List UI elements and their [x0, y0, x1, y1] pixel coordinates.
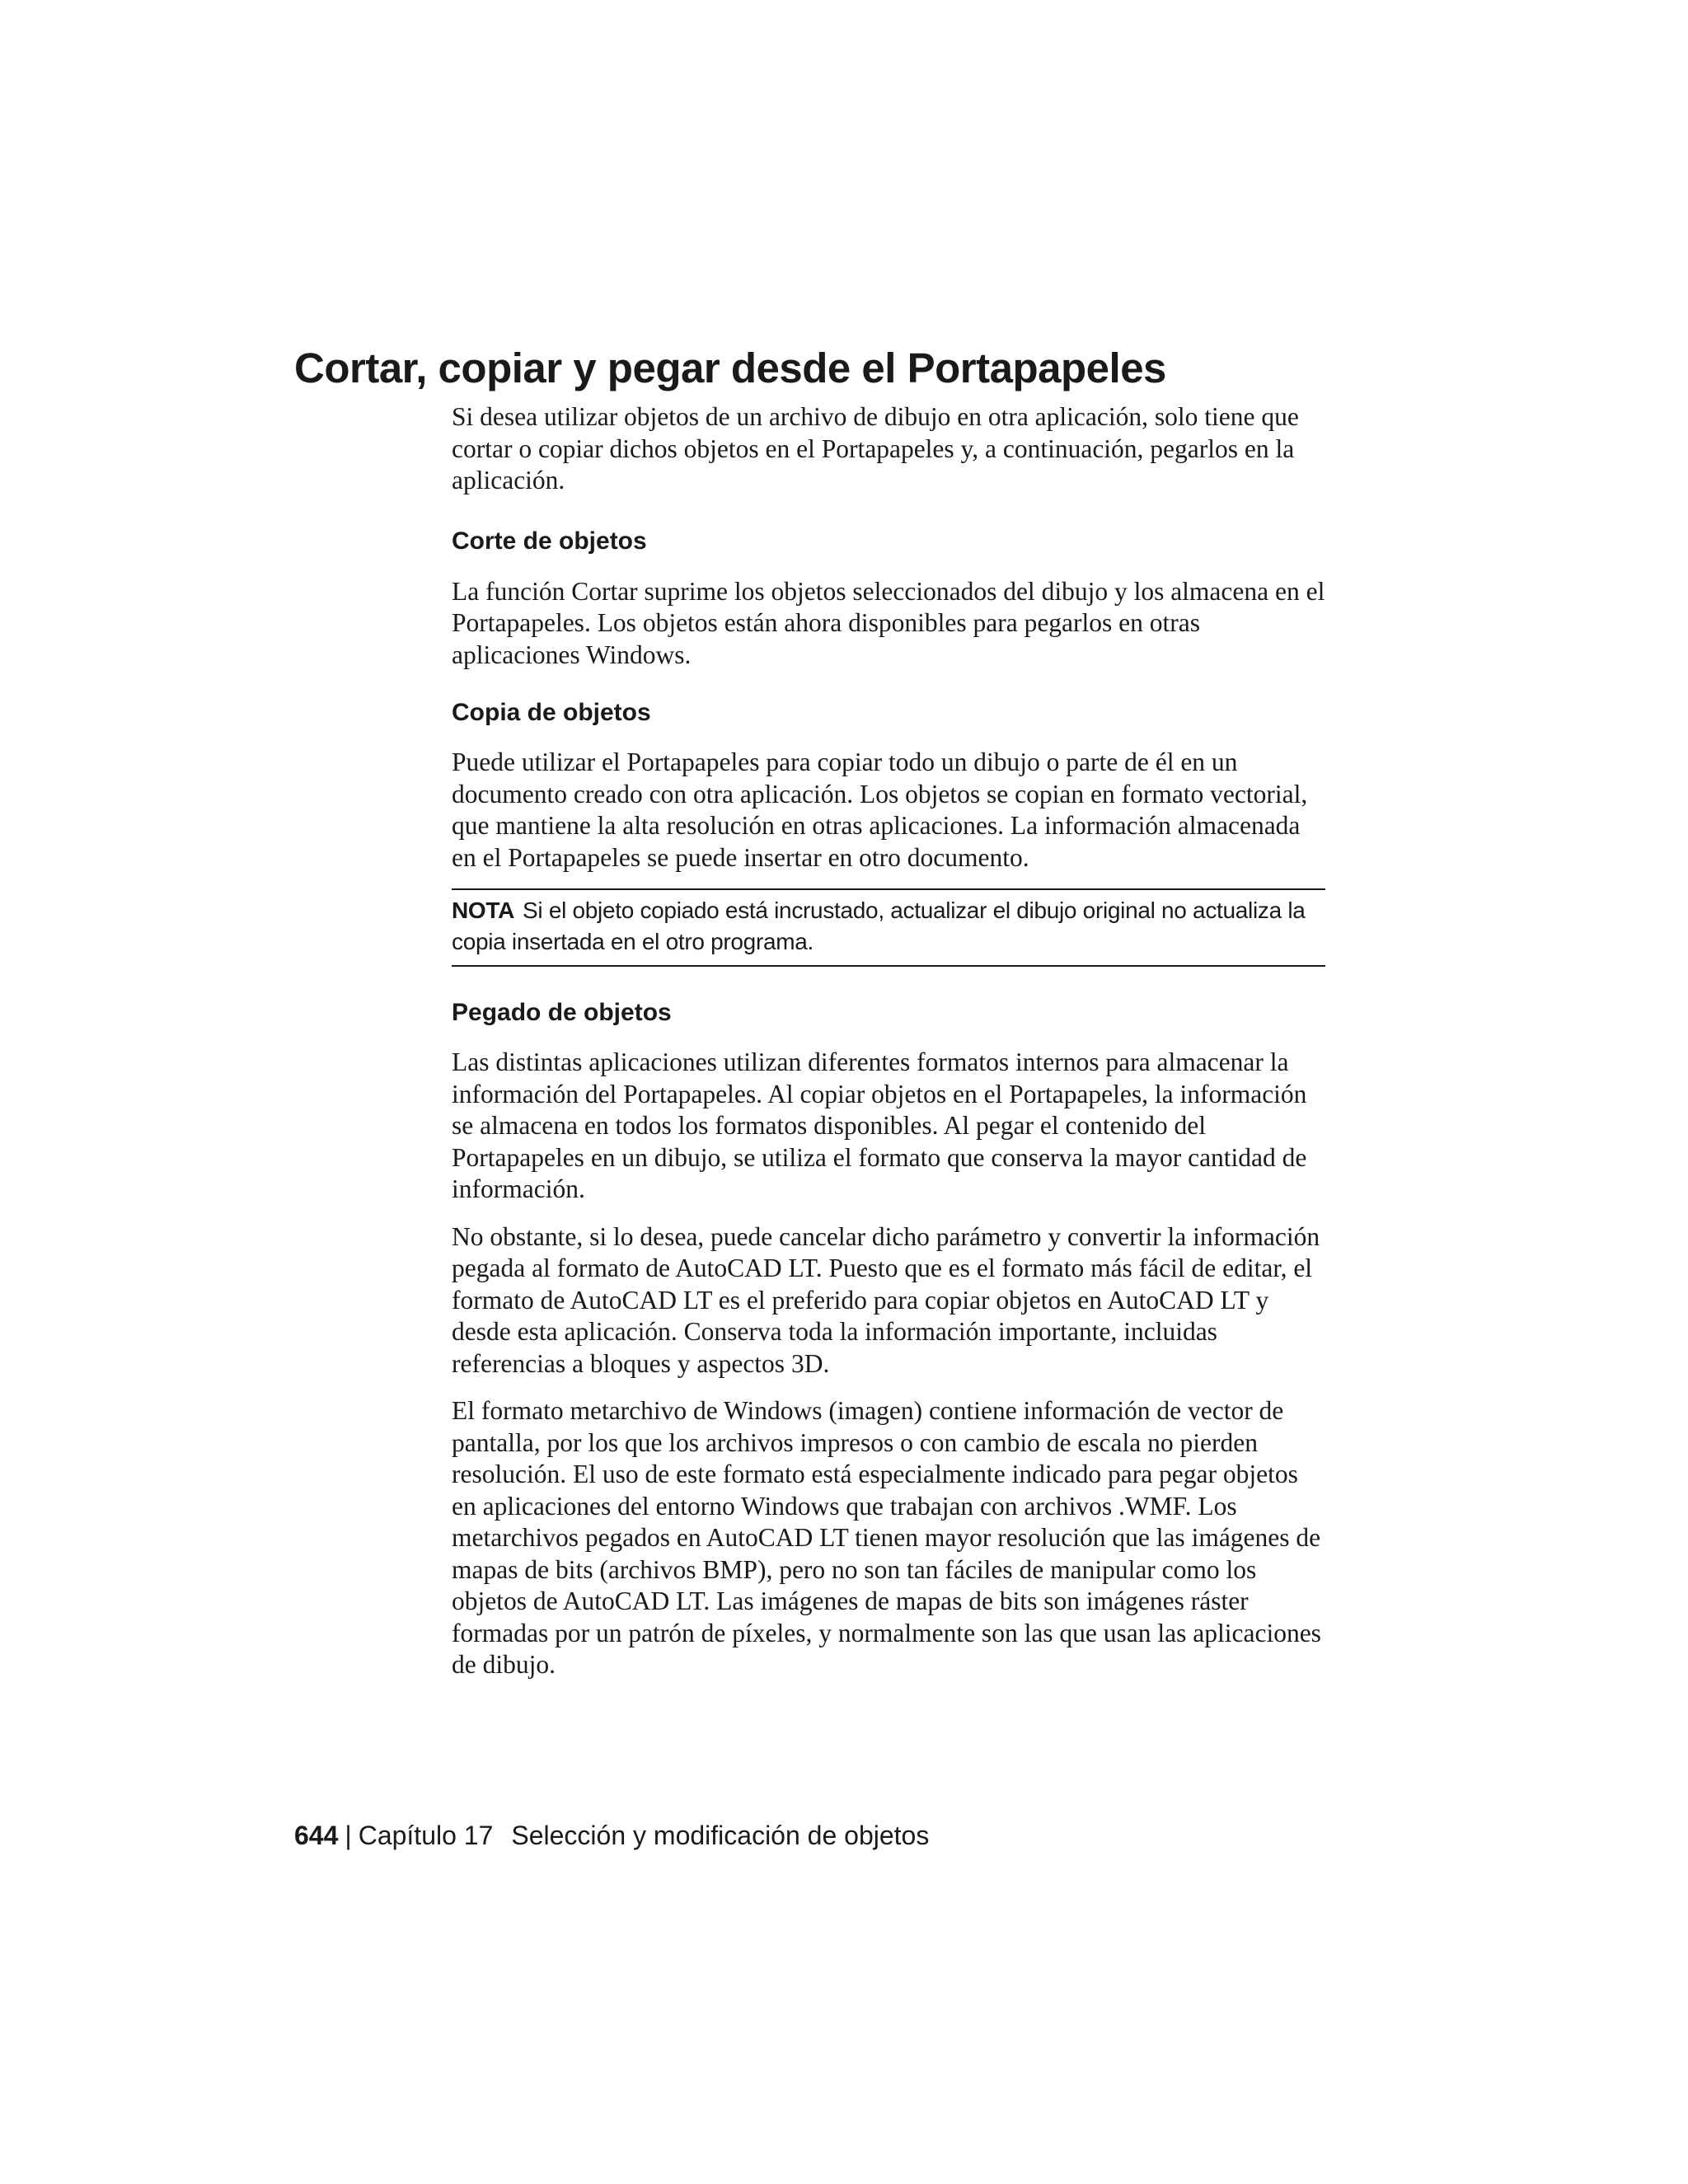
section-heading-pegado: Pegado de objetos: [452, 999, 672, 1026]
section-heading-copia: Copia de objetos: [452, 699, 651, 726]
note-label: NOTA: [452, 898, 515, 923]
footer-separator: |: [345, 1821, 352, 1850]
section-paragraph-corte: La función Cortar suprime los objetos seleccionados del dibujo y los almacena en el Portapapeles. Los objetos están ahora disponibles para pegarlos en otras aplicaciones Windows.: [452, 576, 1325, 669]
note-text: Si el objeto copiado está incrustado, actualizar el dibujo original no actualiza la copia insertada en el otro programa.: [452, 898, 1306, 954]
intro-paragraph: Si desea utilizar objetos de un archivo de dibujo en otra aplicación, solo tiene que cortar o copiar dichos objetos en el Portapapeles y, a continuación, pegarlos en la aplicación.: [452, 402, 1299, 494]
section-paragraph-pegado-2: No obstante, si lo desea, puede cancelar dicho parámetro y convertir la información pegada al formato de AutoCAD LT. Puesto que es el formato más fácil de editar, el formato de AutoCAD LT es el preferido para copiar objetos en AutoCAD LT y desde esta aplicación. Conserva toda la información importante, incluidas referencias a bloques y aspectos 3D.: [452, 1221, 1320, 1378]
page-title: Cortar, copiar y pegar desde el Portapapeles: [294, 344, 1166, 391]
section-paragraph-copia: Puede utilizar el Portapapeles para copiar todo un dibujo o parte de él en un documento creado con otra aplicación. Los objetos se copian en formato vectorial, que mantiene la alta resolución en otras aplicaciones. La información almacenada en el Portapapeles se puede insertar en otro documento.: [452, 748, 1308, 872]
section-heading-corte: Corte de objetos: [452, 527, 647, 555]
footer-page-number: 644: [294, 1821, 339, 1850]
page-footer: [294, 1817, 929, 1854]
section-paragraph-pegado-1: Las distintas aplicaciones utilizan diferentes formatos internos para almacenar la información del Portapapeles. Al copiar objetos en el Portapapeles, la información se almacena en todos los formatos disponibles. Al pegar el contenido del Portapapeles en un dibujo, se utiliza el formato que conserva la mayor cantidad de información.: [452, 1047, 1307, 1203]
note-box: [452, 888, 1325, 967]
footer-chapter-title: Selección y modificación de objetos: [511, 1821, 930, 1850]
footer-chapter: Capítulo 17: [358, 1821, 494, 1850]
page-content: [452, 401, 1325, 1697]
section-paragraph-pegado-3: El formato metarchivo de Windows (imagen) contiene información de vector de pantalla, por los que los archivos impresos o con cambio de escala no pierden resolución. El uso de este formato está especialmente indicado para pegar objetos en aplicaciones del entorno Windows que trabajan con archivos .WMF. Los metarchivos pegados en AutoCAD LT tienen mayor resolución que las imágenes de mapas de bits (archivos BMP), pero no son tan fáciles de manipular como los objetos de AutoCAD LT. Las imágenes de mapas de bits son imágenes ráster formadas por un patrón de píxeles, y normalmente son las que usan las aplicaciones de dibujo.: [452, 1396, 1321, 1679]
